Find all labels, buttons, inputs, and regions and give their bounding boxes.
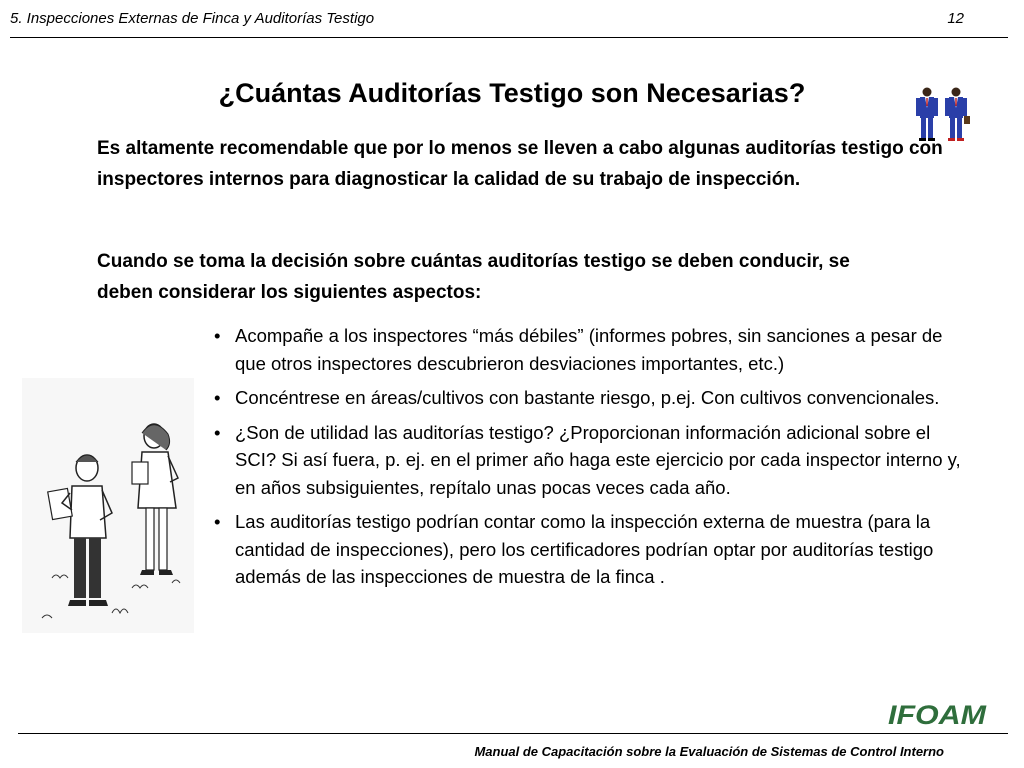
footer-divider [18, 733, 1008, 734]
header-divider [10, 37, 1008, 38]
header-section-title: 5. Inspecciones Externas de Finca y Auditorías Testigo [10, 10, 375, 27]
list-item: • Concéntrese en áreas/cultivos con bastante riesgo, p.ej. Con cultivos convencionales. [214, 384, 974, 412]
inspectors-illustration [22, 378, 194, 633]
aspects-list [214, 322, 974, 598]
list-item: • Acompañe a los inspectores “más débiles” (informes pobres, sin sanciones a pesar de que otros inspectores descubrieron desviaciones importantes, etc.) [214, 322, 974, 377]
intro-paragraph: Es altamente recomendable que por lo menos se lleven a cabo algunas auditorías testigo con inspectores internos para diagnosticar la calidad de su trabajo de inspección. [97, 138, 943, 190]
list-item: • ¿Son de utilidad las auditorías testigo? ¿Proporcionan información adicional sobre el SCI? Si así fuera, p. ej. en el primer año haga este ejercicio por cada inspector interno y, en años subsiguientes, repítalo unas pocas veces cada año. [214, 419, 974, 502]
header-page-number: 12 [947, 10, 964, 27]
list-item: • Las auditorías testigo podrían contar como la inspección externa de muestra (para la cantidad de inspecciones), pero los certificadores podrían optar por auditorías testigo además de las inspecciones de muestra de la finca . [214, 508, 974, 591]
page-title: ¿Cuántas Auditorías Testigo son Necesarias? [218, 78, 806, 108]
decision-paragraph: Cuando se toma la decisión sobre cuántas auditorías testigo se deben conducir, se deben considerar los siguientes aspectos: [97, 251, 850, 303]
ifoam-logo [888, 698, 988, 728]
footer-manual-title: Manual de Capacitación sobre la Evaluación de Sistemas de Control Interno [474, 744, 944, 759]
svg-text:IFOAM: IFOAM [888, 700, 987, 728]
